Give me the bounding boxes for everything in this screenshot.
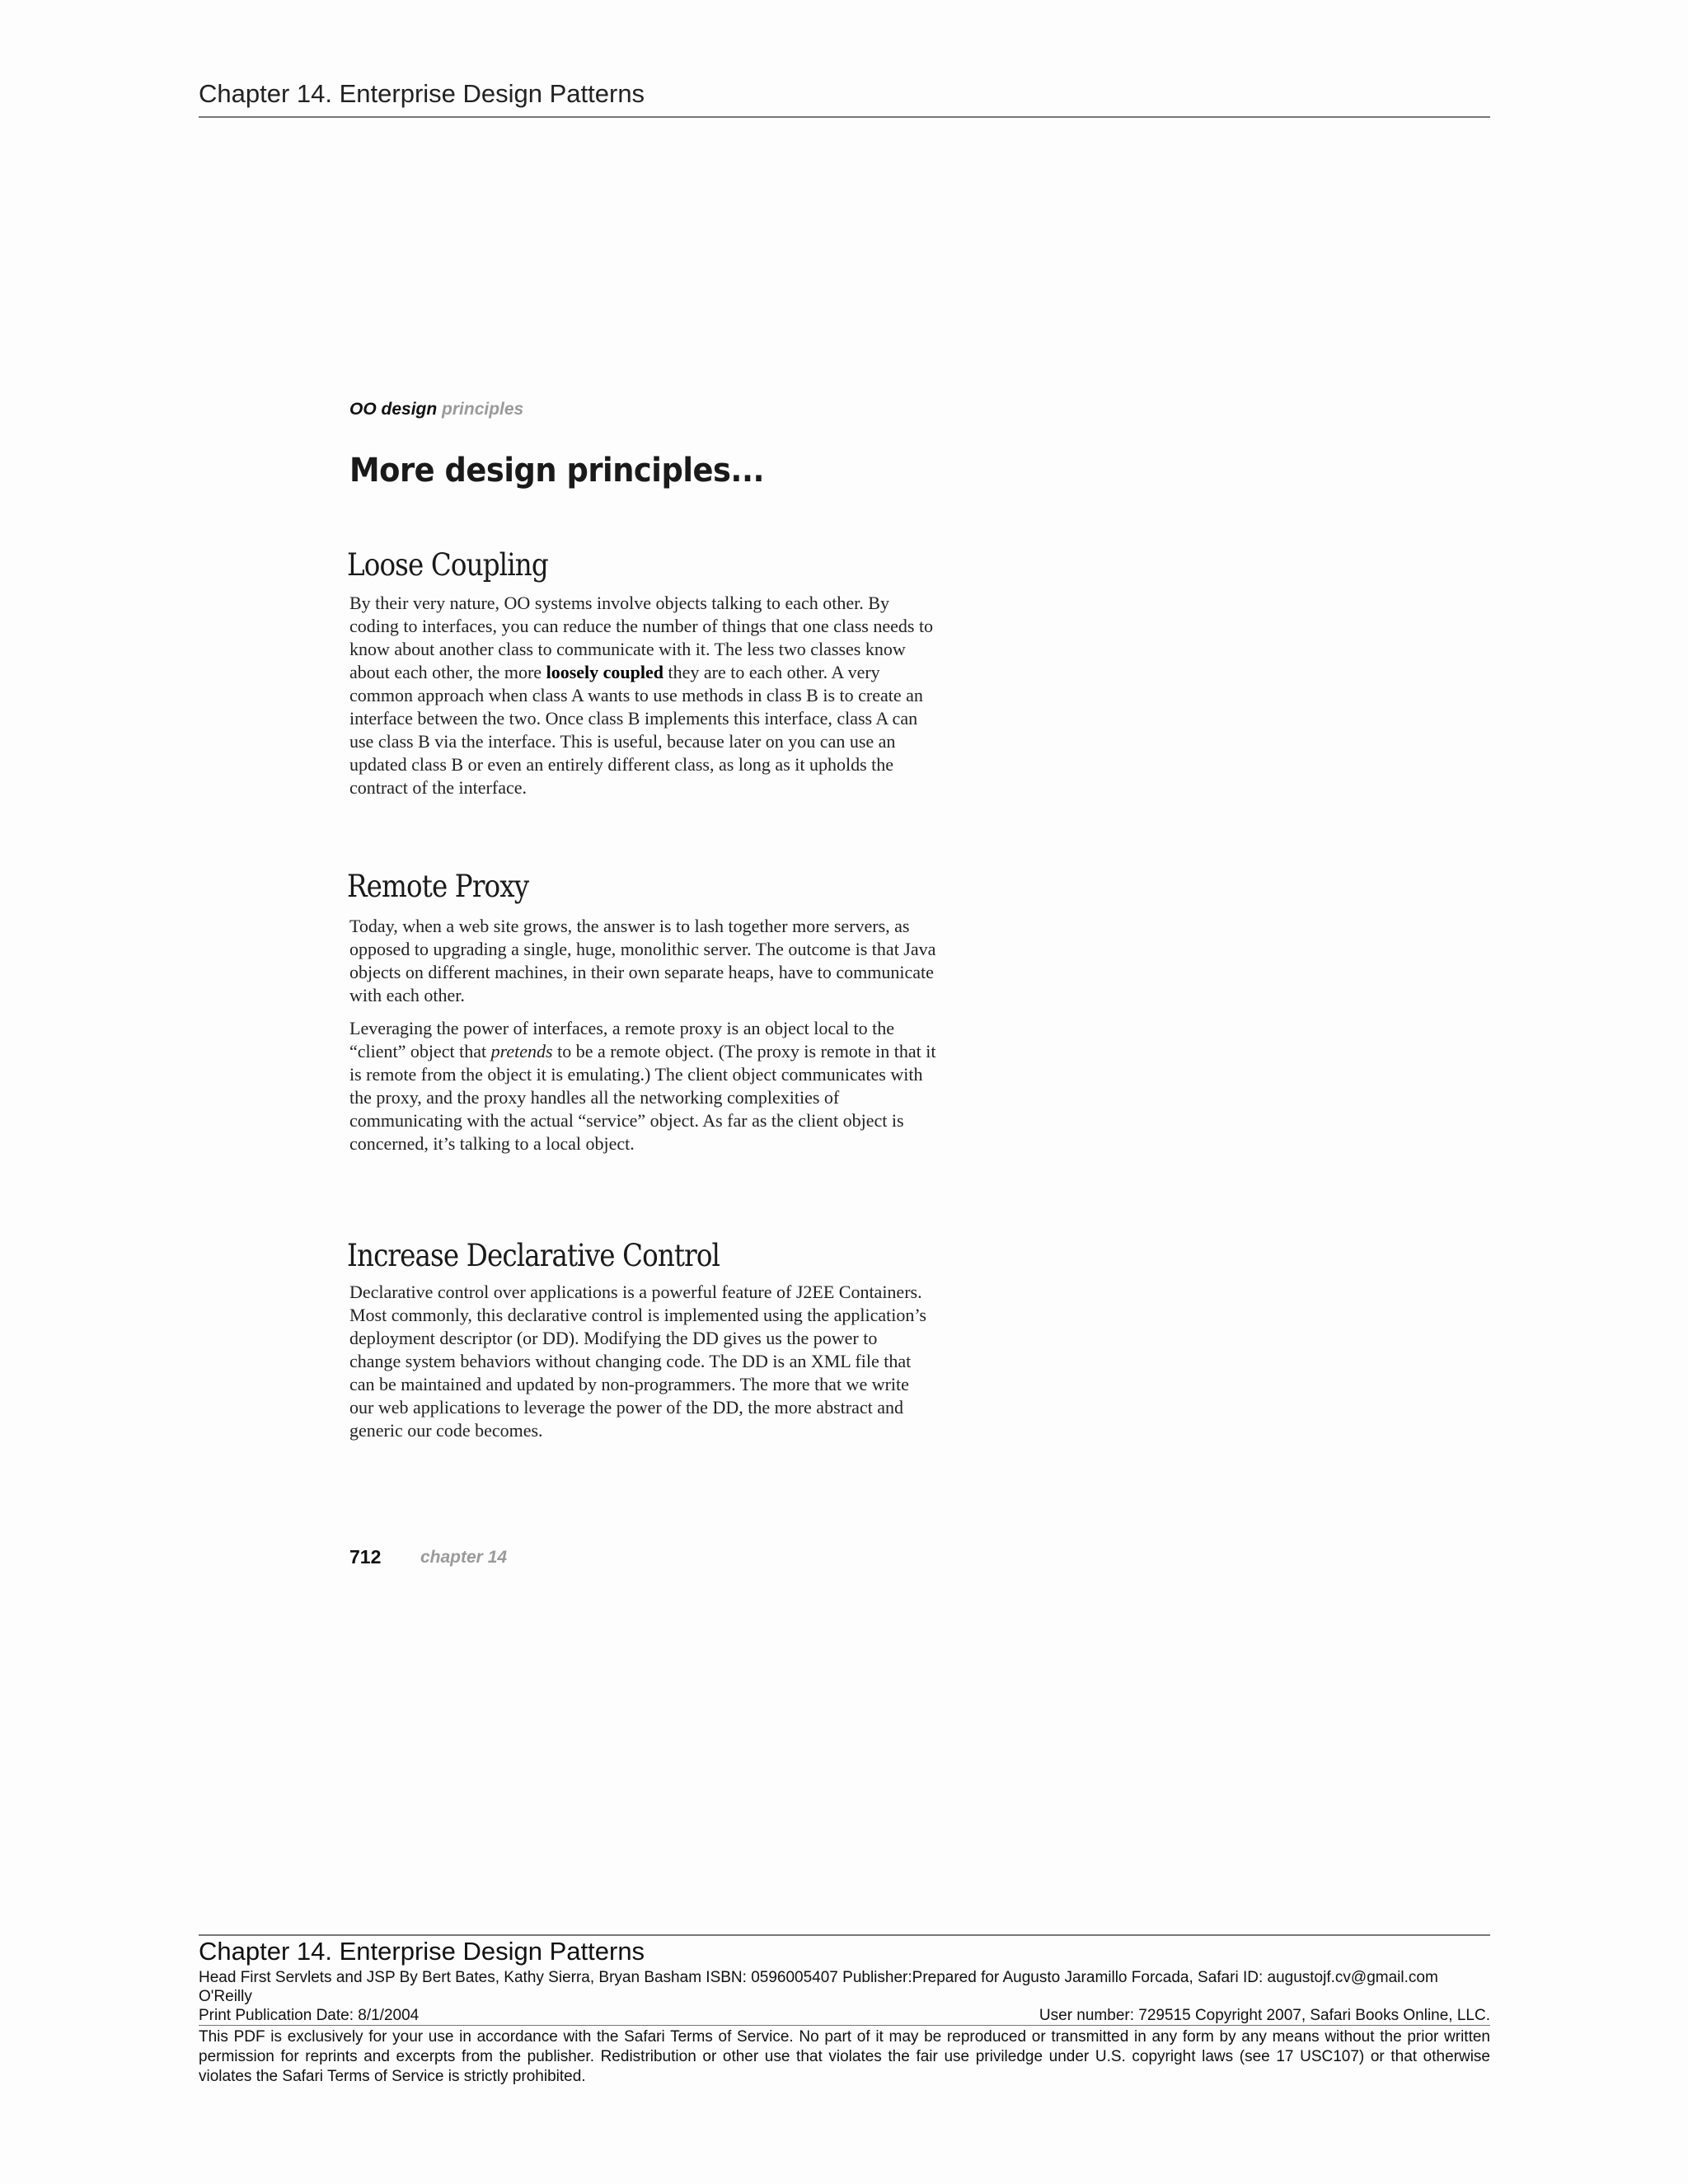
text-run: to be a remote object. (The proxy is remote in that it is remote from the object it is emulating.) The client object communicates with the proxy, and the proxy handles all the networking complexities of communicating with the actual “service” object. As far as the client object is concerned, it’s talking to a local object. bbox=[349, 1041, 936, 1154]
heading-loose-coupling: Loose Coupling bbox=[347, 547, 548, 583]
footer-pub-row bbox=[199, 2006, 1490, 2025]
footer-divider-top bbox=[199, 1934, 1490, 1936]
footer-chapter-title: Chapter 14. Enterprise Design Patterns bbox=[199, 1937, 645, 1966]
page-number: 712 bbox=[349, 1546, 382, 1568]
paragraph-remote-proxy-1: Today, when a web site grows, the answer is to lash together more servers, as opposed to upgrading a single, huge, monolithic server. The outcome is that Java objects on different machines, in their own separate heaps, have to communicate with each other. bbox=[349, 916, 936, 1005]
kicker-light: principles bbox=[442, 400, 524, 419]
emphasis-pretends: pretends bbox=[490, 1041, 553, 1062]
section-kicker bbox=[349, 400, 523, 419]
heading-remote-proxy: Remote Proxy bbox=[347, 869, 529, 904]
running-header-title: Chapter 14. Enterprise Design Patterns bbox=[199, 79, 645, 108]
paragraph-declarative-control: Declarative control over applications is a powerful feature of J2EE Containers. Most commonly, this declarative control is implemented using the application’s deployment descriptor (or DD). Modifying the DD gives us the power to change system behaviors without changing code. The DD is an XML file that can be maintained and updated by non-programmers. The more that we write our web applications to leverage the power of the DD, the more abstract and generic our code becomes. bbox=[349, 1282, 926, 1441]
footer-divider-bottom bbox=[199, 2025, 1490, 2026]
footer-book-info: Head First Servlets and JSP By Bert Bates, Kathy Sierra, Bryan Basham ISBN: 0596005407 Publisher:Prepared for Augusto Jaramillo Forcada, Safari ID: augustojf.cv@gmail.com bbox=[199, 1969, 1438, 1986]
footer-notice: This PDF is exclusively for your use in accordance with the Safari Terms of Service. No part of it may be reproduced or transmitted in any form by any means without the prior written permission for reprints and excerpts from the publisher. Redistribution or other use that violates the fair use priviledge under U.S. copyright laws (see 17 USC107) or that otherwise violates the Safari Terms of Service is strictly prohibited. bbox=[199, 2028, 1490, 2085]
paragraph-remote-proxy-2 bbox=[349, 1017, 943, 1155]
text-run: Leveraging the power of interfaces, a remote proxy is an object local to the “client” object that bbox=[349, 1018, 894, 1062]
chapter-label: chapter 14 bbox=[420, 1548, 508, 1567]
header-divider bbox=[199, 116, 1490, 118]
footer-user-info: User number: 729515 Copyright 2007, Safari Books Online, LLC. bbox=[1039, 2007, 1490, 2024]
footer-pub-date: Print Publication Date: 8/1/2004 bbox=[199, 2007, 420, 2024]
kicker-bold: OO design bbox=[349, 400, 438, 419]
text-run: By their very nature, OO systems involve objects talking to each other. By coding to interfaces, you can reduce the number of things that one class needs to know about another class to communicate with it. The less two classes know about each other, the more bbox=[349, 593, 934, 682]
text-run: they are to each other. A very common approach when class A wants to use methods in class B is to create an interface between the two. Once class B implements this interface, class A can use class B via the interface. This is useful, because later on you can use an updated class B or even an entirely different class, as long as it upholds the contract of the interface. bbox=[349, 662, 923, 798]
footer-publisher: O'Reilly bbox=[199, 1988, 252, 2005]
emphasis-loosely-coupled: loosely coupled bbox=[546, 662, 663, 682]
heading-declarative-control: Increase Declarative Control bbox=[347, 1238, 720, 1273]
paragraph-loose-coupling bbox=[349, 592, 943, 799]
page-title: More design principles... bbox=[349, 452, 764, 490]
